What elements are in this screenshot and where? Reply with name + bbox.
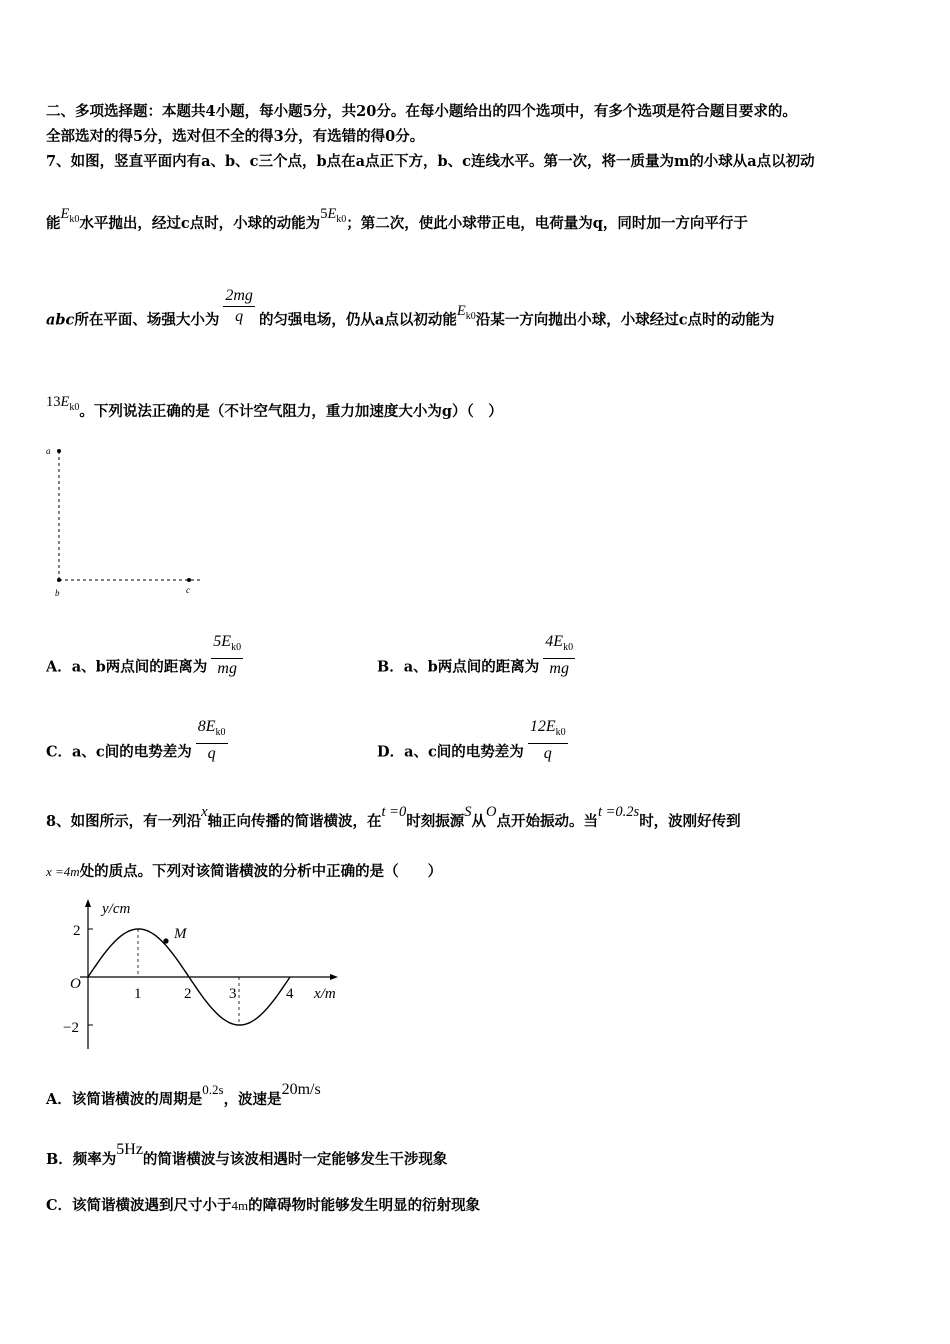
y-axis-label: y/cm (102, 901, 131, 917)
math-O: O (485, 804, 497, 820)
xtick-label: 2 (184, 986, 192, 1002)
q8-text: 轴正向传播的简谐横波，在 (207, 813, 382, 830)
q8-text: 从 (471, 813, 486, 830)
frequency-value: 5Hz (116, 1141, 143, 1158)
ek-subscript: k0 (69, 401, 80, 413)
y-axis-arrow (85, 899, 91, 907)
period-value: 0.2s (202, 1082, 224, 1097)
fraction-numerator: 12E (529, 718, 556, 735)
fraction-numerator: 4E (545, 633, 564, 650)
q8-option-b[interactable] (46, 1141, 448, 1170)
math-t02: t =0.2s (597, 804, 640, 820)
xtick-label: 4 (286, 986, 294, 1002)
label-b: b (55, 588, 60, 598)
x-axis-arrow (330, 974, 338, 980)
math-x4: x =4m (46, 864, 80, 879)
ek-subscript: k0 (555, 727, 566, 739)
q8-text: 时刻振源 (406, 813, 465, 830)
wave-graph (60, 896, 350, 1056)
fraction-numerator: 2mg (223, 286, 255, 307)
q7-option-c[interactable] (46, 718, 232, 776)
coef: 5 (320, 206, 328, 222)
xtick-label: 1 (134, 986, 142, 1002)
fraction-denominator: q (235, 308, 244, 325)
label-c: c (186, 585, 190, 595)
math-S: S (464, 804, 472, 820)
section-heading: 二、多项选择题：本题共4小题，每小题5分，共20分。在每小题给出的四个选项中，有多个选项是符合题目要求的。 (46, 103, 797, 120)
option-fraction (543, 632, 575, 679)
option-text: 的简谐横波与该波相遇时一定能够发生干涉现象 (142, 1151, 448, 1168)
ek-symbol: E (60, 206, 70, 222)
ytick-label: 2 (73, 923, 81, 939)
q7-figure (40, 440, 220, 605)
q8-text: 8、如图所示，有一列沿 (46, 813, 202, 830)
q7-line-4 (46, 394, 503, 428)
point-b (57, 578, 61, 582)
option-label: D．a、c间的电势差为 (377, 743, 524, 761)
section-scoring: 全部选对的得5分，选对但不全的得3分，有选错的得0分。 (46, 128, 425, 145)
q8-text: 时，波刚好传到 (639, 813, 741, 830)
option-fraction (528, 717, 568, 764)
point-M (163, 938, 168, 943)
q7-line-1: 7、如图，竖直平面内有a、b、c三个点，b点在a点正下方，b、c连线水平。第一次，将一质量为m的小球从a点以初动 (46, 153, 815, 170)
option-label: B．a、b两点间的距离为 (377, 658, 540, 676)
q7-text: 沿某一方向抛出小球，小球经过c点时的动能为 (475, 311, 775, 329)
speed-value: 20m/s (281, 1081, 321, 1098)
q8-text: 点开始振动。当 (496, 813, 598, 830)
math-t0: t =0 (381, 804, 407, 820)
option-fraction (196, 717, 228, 764)
ek-subscript: k0 (563, 642, 574, 654)
ek-subscript: k0 (336, 213, 347, 225)
label-a: a (46, 446, 51, 456)
fraction-denominator: q (207, 745, 216, 763)
q7-option-a[interactable] (46, 633, 247, 691)
option-label: B．频率为 (46, 1151, 117, 1168)
fraction-denominator: q (543, 745, 552, 763)
q8-line-2 (46, 862, 442, 882)
ek-subscript: k0 (215, 727, 226, 739)
q7-line-3 (46, 287, 775, 341)
ek-symbol: E (456, 302, 466, 319)
q8-line-1 (46, 804, 741, 832)
ek-subscript: k0 (69, 213, 80, 225)
q8-text: 处的质点。下列对该简谐横波的分析中正确的是（ ） (79, 863, 443, 880)
point-c (187, 578, 191, 582)
q8-option-a[interactable] (46, 1081, 321, 1110)
option-fraction (211, 632, 243, 679)
option-text: ，波速是 (223, 1091, 282, 1108)
q7-text: 。下列说法正确的是（不计空气阻力，重力加速度大小为g）（ ） (79, 403, 503, 420)
q7-line-2 (46, 206, 748, 240)
fraction-numerator: 8E (197, 718, 216, 735)
q7-text: 水平抛出，经过c点时，小球的动能为 (79, 215, 321, 232)
q7-text: 能 (46, 215, 61, 232)
ek-subscript: k0 (231, 642, 242, 654)
q7-option-b[interactable] (377, 633, 579, 691)
size-value: 4m (231, 1198, 249, 1213)
field-fraction (223, 286, 255, 327)
ek-symbol: E (327, 206, 337, 222)
math-x: x (201, 804, 208, 820)
q7-text: 的匀强电场，仍从a点以初动能 (258, 311, 457, 329)
plane-label: abc (46, 311, 75, 329)
q8-option-c[interactable] (46, 1196, 480, 1216)
fraction-numerator: 5E (213, 633, 232, 650)
point-a (57, 449, 61, 453)
xtick-label: 3 (229, 986, 237, 1002)
ek-subscript: k0 (465, 310, 476, 322)
option-label: A．该简谐横波的周期是 (46, 1091, 203, 1108)
option-text: 的障碍物时能够发生明显的衍射现象 (248, 1197, 481, 1214)
q7-option-d[interactable] (377, 718, 572, 776)
q7-text: 所在平面、场强大小为 (74, 311, 220, 329)
option-label: C．该简谐横波遇到尺寸小于 (46, 1197, 232, 1214)
ek-symbol: E (60, 394, 70, 410)
label-M: M (174, 926, 187, 942)
coef: 13 (46, 394, 61, 410)
option-label: A．a、b两点间的距离为 (46, 658, 208, 676)
fraction-denominator: mg (549, 660, 569, 678)
q7-text: ；第二次，使此小球带正电，电荷量为q，同时加一方向平行于 (346, 215, 748, 232)
x-axis-label: x/m (314, 986, 336, 1002)
option-label: C．a、c间的电势差为 (46, 743, 192, 761)
ytick-label: −2 (63, 1020, 79, 1036)
origin-label: O (70, 976, 81, 992)
fraction-denominator: mg (217, 660, 237, 678)
